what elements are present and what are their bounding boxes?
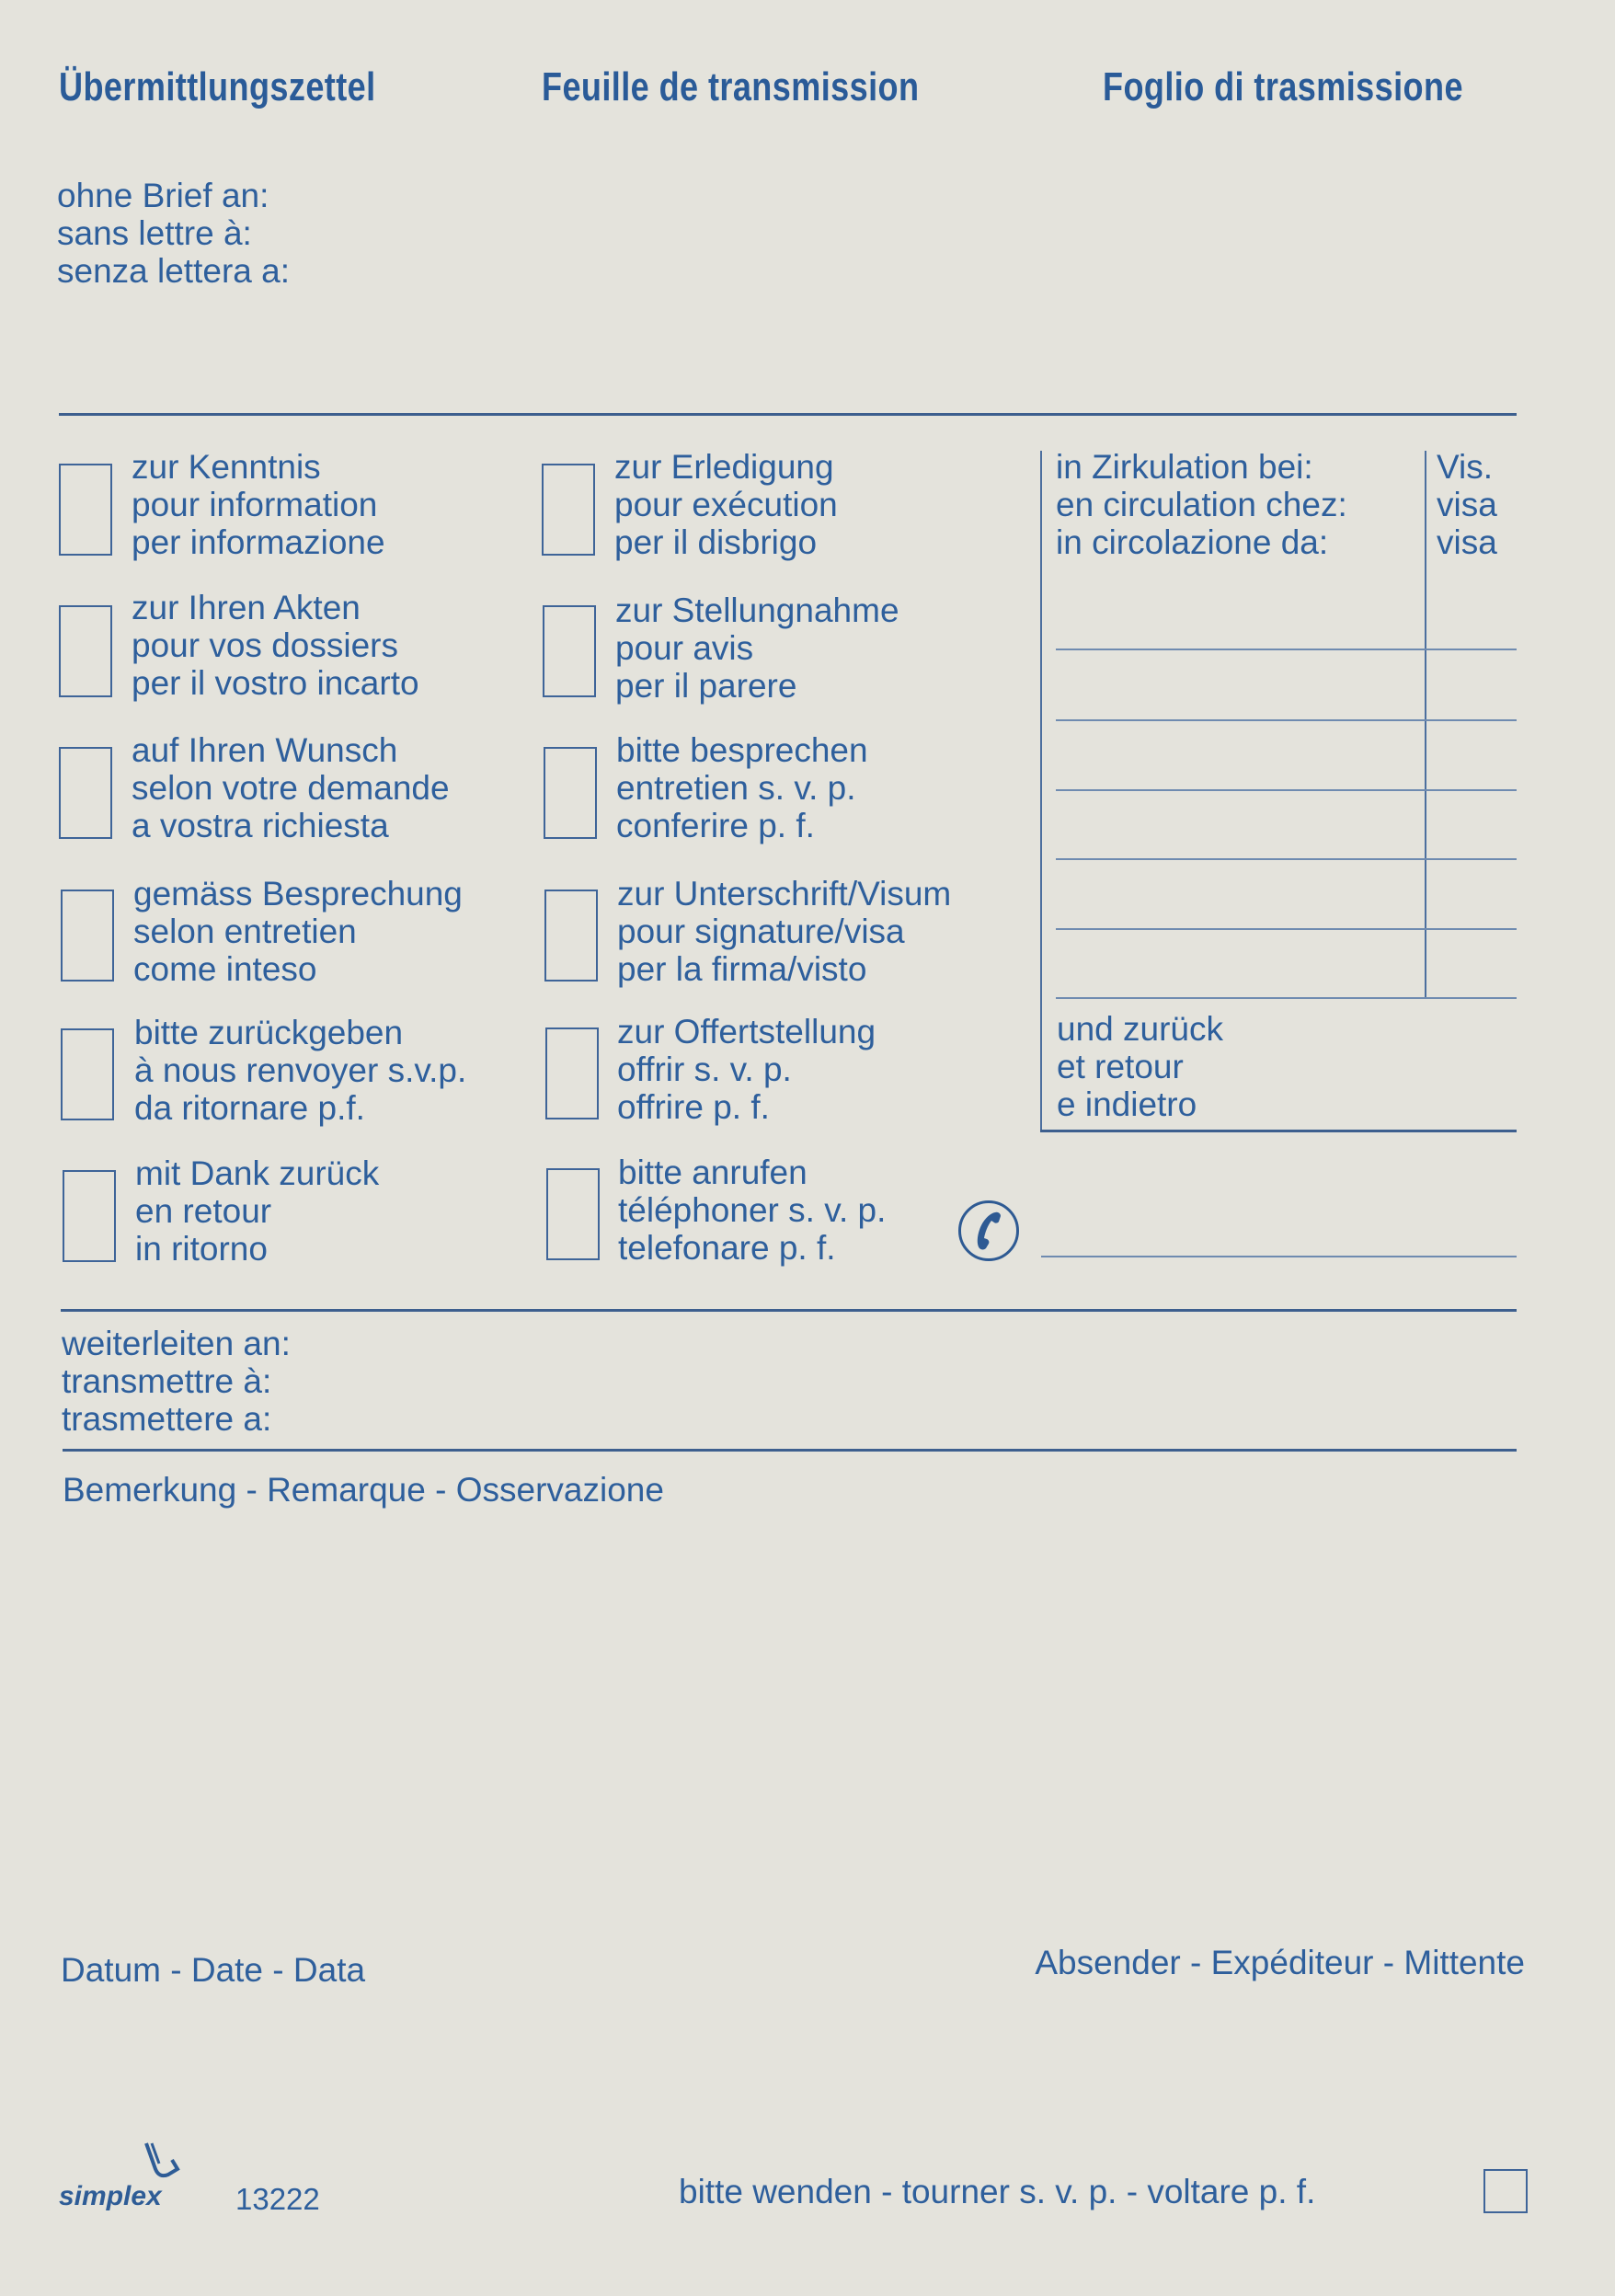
article-number: 13222 <box>235 2182 320 2216</box>
checkbox-for-action[interactable] <box>542 464 595 556</box>
phone-handset-icon <box>970 1209 1007 1253</box>
option-for-signature: zur Unterschrift/Visum pour signature/visa per la firma/visto <box>617 875 952 988</box>
option-for-opinion: zur Stellungnahme pour avis per il parere <box>615 591 899 705</box>
checkbox-for-quotation[interactable] <box>545 1027 599 1119</box>
checkbox-please-discuss[interactable] <box>544 747 597 839</box>
divider <box>61 1309 1517 1312</box>
checkbox-as-discussed[interactable] <box>61 890 114 982</box>
option-for-your-files: zur Ihren Akten pour vos dossiers per il vostro incarto <box>132 589 419 702</box>
circulation-header: in Zirkulation bei: en circulation chez: in circolazione da: <box>1056 448 1347 561</box>
circulation-row-4[interactable] <box>1056 858 1517 860</box>
recipient-label-fr: sans lettre à: <box>57 214 252 252</box>
circulation-left-border <box>1040 451 1042 1131</box>
recipient-label-de: ohne Brief an: <box>57 177 269 214</box>
title-it: Foglio di trasmissione <box>1103 64 1463 109</box>
phone-icon <box>958 1200 1019 1261</box>
option-please-discuss: bitte besprechen entretien s. v. p. conferire p. f. <box>616 731 868 844</box>
remarks-label: Bemerkung - Remarque - Osservazione <box>63 1471 664 1509</box>
option-as-requested: auf Ihren Wunsch selon votre demande a vostra richiesta <box>132 731 450 844</box>
sender-label: Absender - Expéditeur - Mittente <box>1035 1944 1525 1981</box>
turn-over-checkbox[interactable] <box>1483 2169 1528 2213</box>
divider <box>63 1449 1517 1452</box>
forward-label: weiterleiten an: transmettre à: trasmettere a: <box>62 1325 291 1438</box>
checkbox-for-signature[interactable] <box>544 890 598 982</box>
visa-divider <box>1425 451 1426 999</box>
checkbox-for-information[interactable] <box>59 464 112 556</box>
recipient-label <box>57 177 290 290</box>
circulation-row-2[interactable] <box>1056 719 1517 721</box>
option-for-information: zur Kenntnis pour information per informazione <box>132 448 385 561</box>
phone-number-line[interactable] <box>1041 1256 1517 1257</box>
checkbox-for-your-files[interactable] <box>59 605 112 697</box>
title-de: Übermittlungszettel <box>59 64 376 109</box>
option-as-discussed: gemäss Besprechung selon entretien come inteso <box>133 875 463 988</box>
checkbox-please-return[interactable] <box>61 1028 114 1120</box>
visa-header: Vis. visa visa <box>1437 448 1497 561</box>
circulation-row-3[interactable] <box>1056 789 1517 791</box>
option-returned-with-thanks: mit Dank zurück en retour in ritorno <box>135 1154 380 1268</box>
option-for-quotation: zur Offertstellung offrir s. v. p. offrire p. f. <box>617 1013 876 1126</box>
forward-field[interactable] <box>349 1325 1508 1444</box>
circulation-row-5[interactable] <box>1056 928 1517 930</box>
checkbox-please-call[interactable] <box>546 1168 600 1260</box>
option-please-return: bitte zurückgeben à nous renvoyer s.v.p. da ritornare p.f. <box>134 1014 467 1127</box>
brand-name: simplex <box>59 2181 162 2211</box>
option-for-action: zur Erledigung pour exécution per il disbrigo <box>614 448 838 561</box>
checkbox-for-opinion[interactable] <box>543 605 596 697</box>
checkbox-as-requested[interactable] <box>59 747 112 839</box>
turn-over-label: bitte wenden - tourner s. v. p. - voltare p. f. <box>679 2173 1316 2210</box>
recipient-field[interactable] <box>276 184 1508 405</box>
divider <box>59 413 1517 416</box>
and-return-label: und zurück et retour e indietro <box>1057 1010 1223 1123</box>
checkbox-returned-with-thanks[interactable] <box>63 1170 116 1262</box>
option-please-call: bitte anrufen téléphoner s. v. p. telefonare p. f. <box>618 1154 887 1267</box>
circulation-row-6[interactable] <box>1056 997 1517 999</box>
circulation-row-1[interactable] <box>1056 649 1517 650</box>
simplex-logo-icon <box>143 2141 183 2187</box>
recipient-label-it: senza lettera a: <box>57 252 290 290</box>
title-fr: Feuille de transmission <box>542 64 920 109</box>
remarks-field[interactable] <box>63 1518 1516 1923</box>
circulation-bottom-border <box>1040 1130 1517 1132</box>
date-label: Datum - Date - Data <box>61 1951 366 1989</box>
